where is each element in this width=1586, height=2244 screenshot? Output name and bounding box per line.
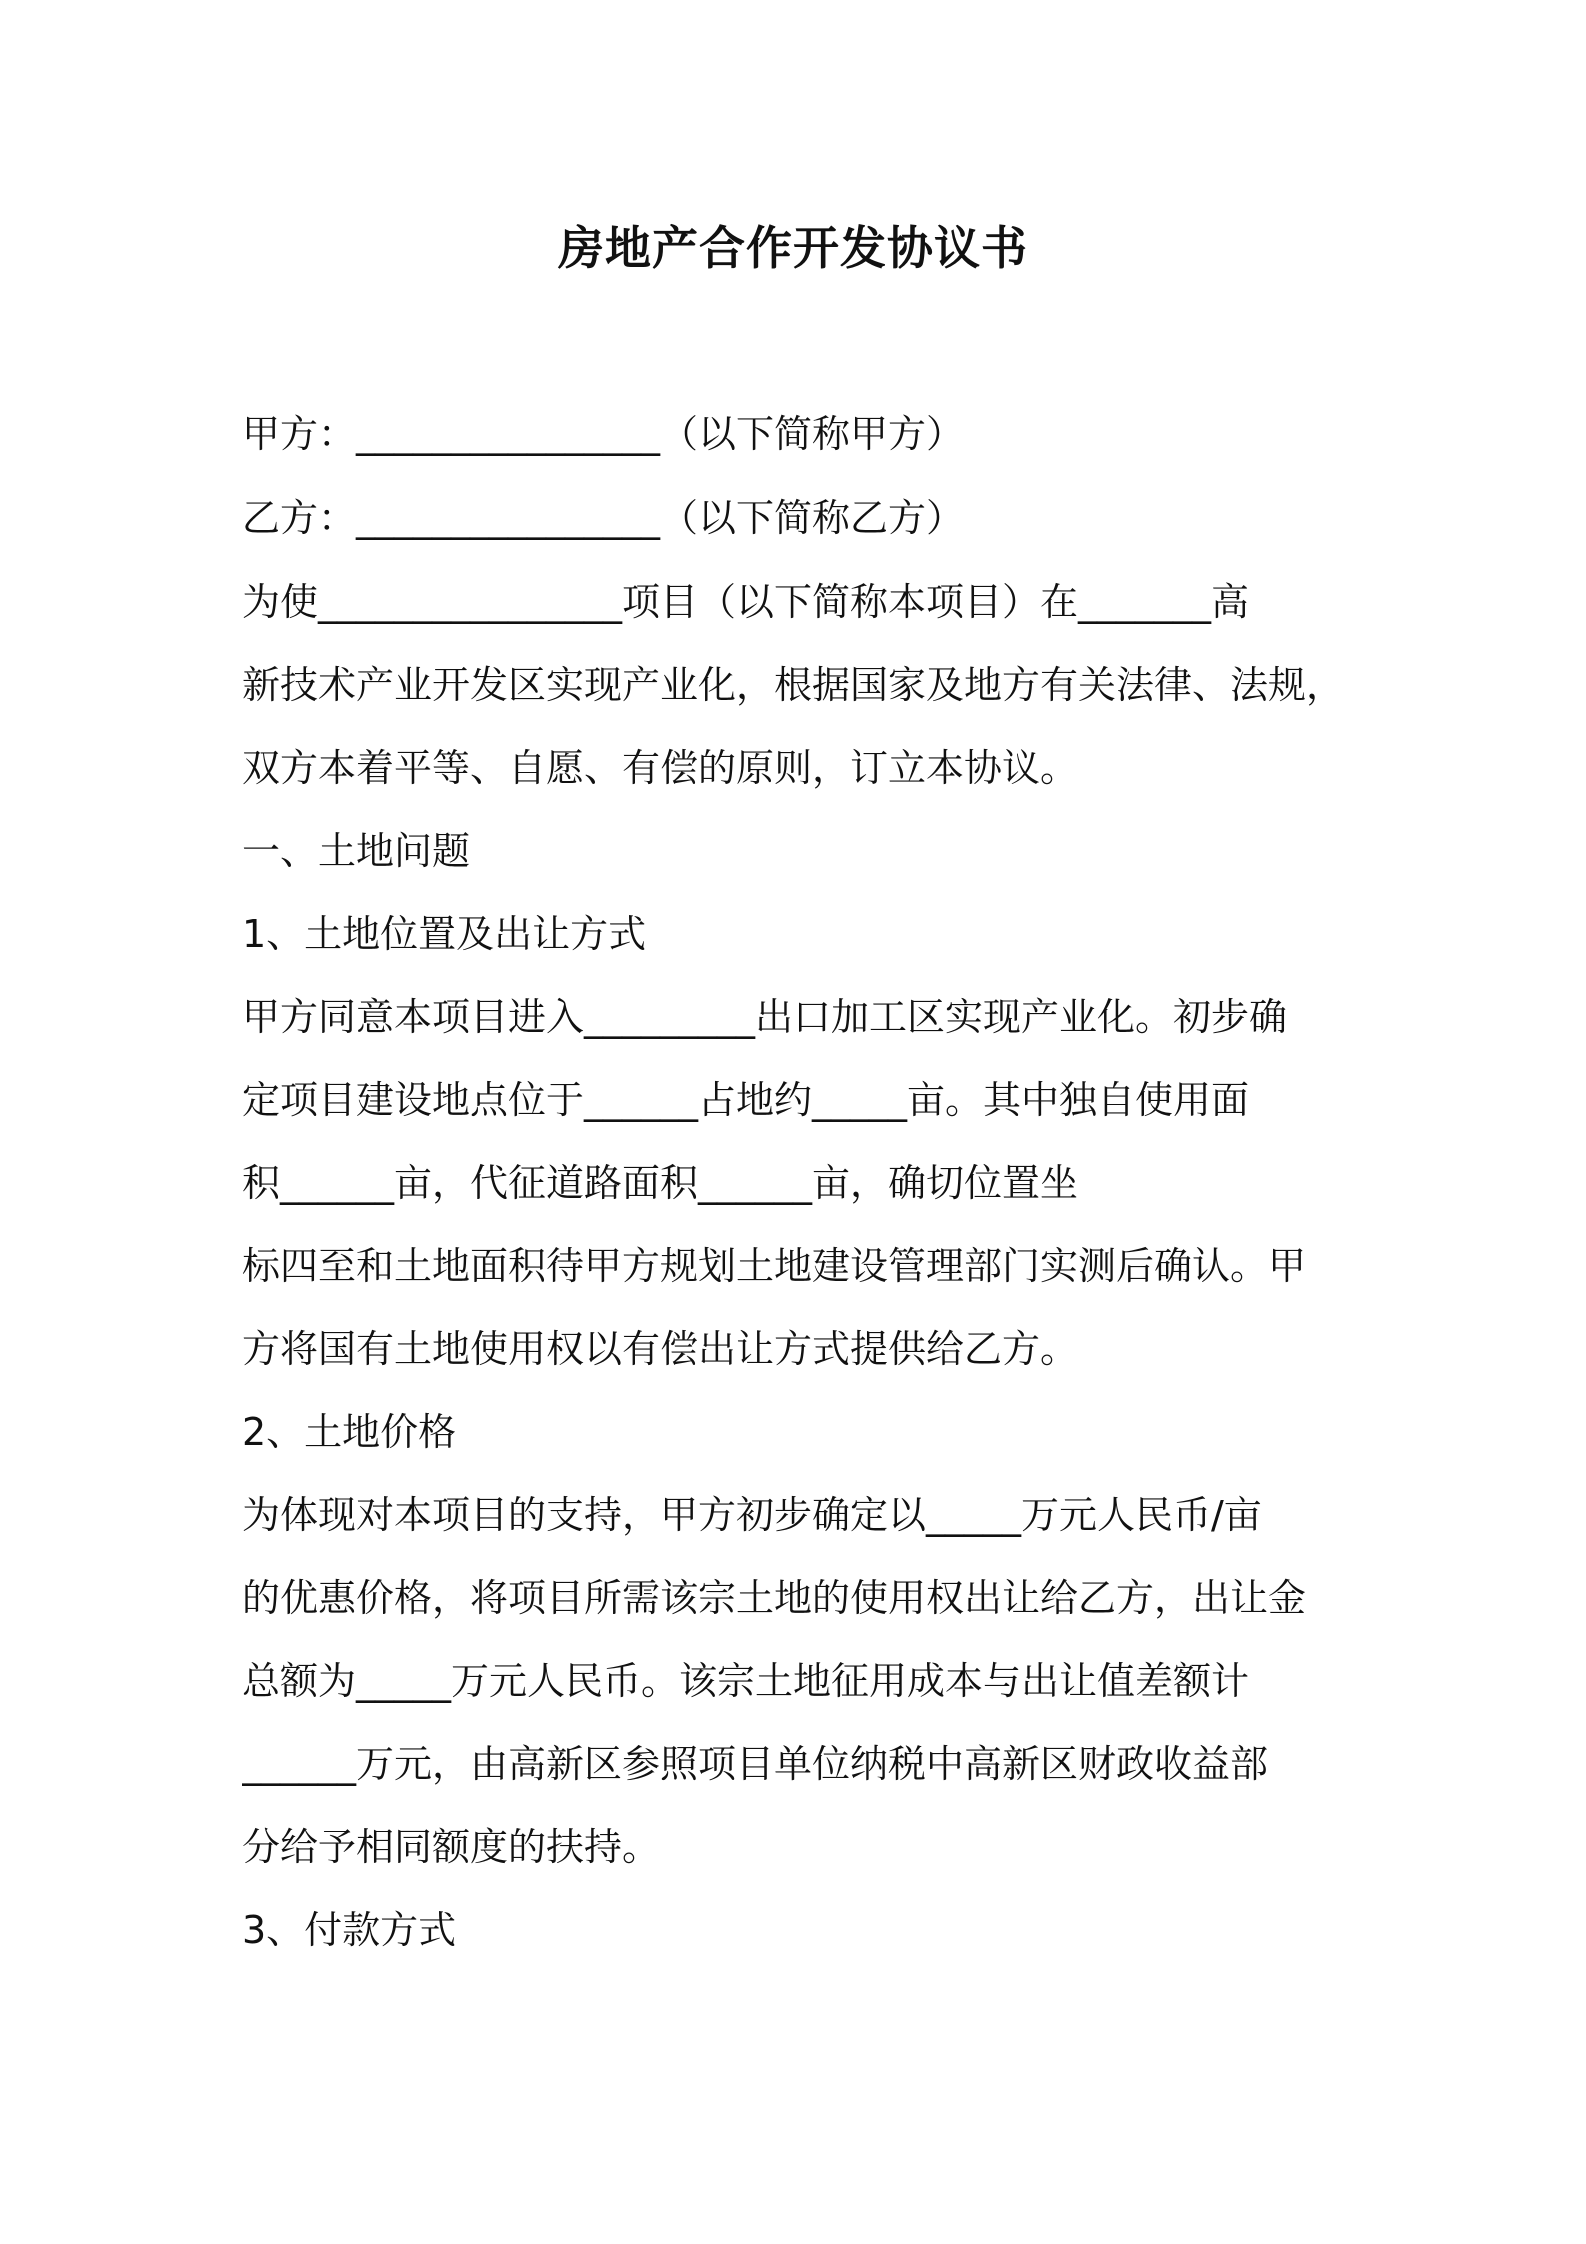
paragraph-line: 为体现对本项目的支持，甲方初步确定以_____万元人民币/亩 (242, 1493, 1262, 1537)
paragraph-line: 为使________________项目（以下简称本项目）在_______高 (242, 580, 1250, 624)
paragraph-line: 方将国有土地使用权以有偿出让方式提供给乙方。 (242, 1327, 1079, 1371)
subsection-heading: 1、土地位置及出让方式 (242, 912, 647, 956)
party-b-line: 乙方：________________（以下简称乙方） (242, 496, 965, 540)
subsection-heading: 2、土地价格 (242, 1410, 457, 1454)
paragraph-line: ______万元，由高新区参照项目单位纳税中高新区财政收益部 (242, 1742, 1269, 1786)
paragraph-line: 双方本着平等、自愿、有偿的原则，订立本协议。 (242, 746, 1079, 790)
paragraph-line: 定项目建设地点位于______占地约_____亩。其中独自使用面 (242, 1078, 1250, 1122)
paragraph-line: 积______亩，代征道路面积______亩，确切位置坐 (242, 1161, 1079, 1205)
paragraph-line: 新技术产业开发区实现产业化，根据国家及地方有关法律、法规， (242, 663, 1345, 707)
subsection-heading: 3、付款方式 (242, 1908, 457, 1952)
paragraph-line: 总额为_____万元人民币。该宗土地征用成本与出让值差额计 (242, 1659, 1250, 1703)
party-a-line: 甲方：________________（以下简称甲方） (242, 412, 965, 456)
section-heading: 一、土地问题 (242, 829, 471, 873)
document-title: 房地产合作开发协议书 (558, 221, 1028, 275)
paragraph-line: 标四至和土地面积待甲方规划土地建设管理部门实测后确认。甲 (242, 1244, 1307, 1288)
paragraph-line: 的优惠价格，将项目所需该宗土地的使用权出让给乙方，出让金 (242, 1576, 1307, 1620)
paragraph-line: 分给予相同额度的扶持。 (242, 1825, 661, 1869)
paragraph-line: 甲方同意本项目进入_________出口加工区实现产业化。初步确 (242, 995, 1288, 1039)
